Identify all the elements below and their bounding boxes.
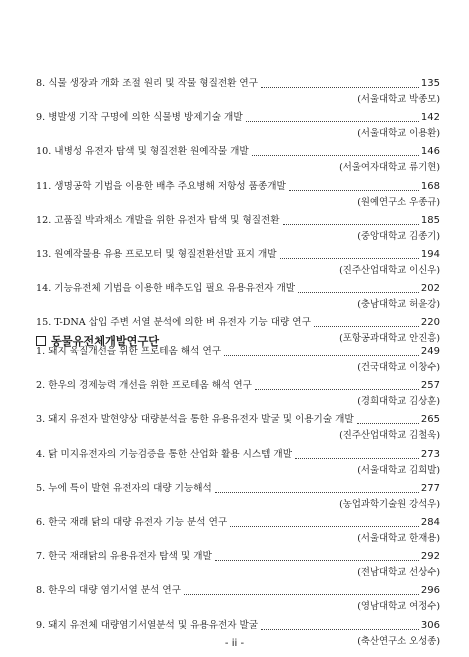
entry-page: 185	[420, 214, 440, 226]
entry-author: (서울대학교 한재용)	[357, 532, 440, 544]
entry-author: (중앙대학교 김종기)	[357, 230, 440, 242]
entry-title: 14. 기능유전체 기법을 이용한 배추도입 필요 유용유전자 개발	[36, 283, 296, 295]
entry-author: (원예연구소 우종규)	[357, 196, 440, 208]
entry-title: 10. 내병성 유전자 탐색 및 형질전환 원예작물 개발	[36, 146, 249, 158]
entry-title: 11. 생명공학 기법을 이용한 배추 주요병해 저항성 품종개발	[36, 180, 286, 192]
entry-page: 277	[420, 482, 440, 494]
entry-title: 5. 누에 특이 발현 유전자의 대량 기능해석	[36, 482, 212, 494]
entry-page: 220	[420, 317, 440, 329]
entry-title: 8. 한우의 대량 염기서열 분석 연구	[36, 585, 181, 597]
entry-title: 3. 돼지 유전자 발현양상 대량분석을 통한 유용유전자 발굴 및 이용기술 개발	[36, 414, 354, 426]
entry-author: (서울대학교 김희발)	[357, 464, 440, 476]
entry-author: (축산연구소 오성종)	[357, 635, 440, 647]
entry-page: 194	[420, 248, 440, 260]
entry-page: 265	[420, 414, 440, 426]
leader-dots	[215, 560, 419, 561]
entry-page: 273	[420, 448, 440, 460]
leader-dots	[289, 190, 419, 191]
entry-title: 2. 한우의 경제능력 개선을 위한 프로테옴 해석 연구	[36, 380, 252, 392]
toc-entry[interactable]	[36, 550, 440, 584]
entry-page: 306	[420, 619, 440, 631]
entry-page: 296	[420, 585, 440, 597]
entry-page: 249	[420, 346, 440, 357]
entry-page: 292	[420, 551, 440, 563]
entry-author: (농업과학기술원 강석우)	[339, 498, 440, 510]
toc-entry[interactable]	[36, 482, 440, 516]
leader-dots	[314, 326, 419, 327]
entry-title: 9. 병발생 기작 구명에 의한 식물병 방제기술 개발	[36, 112, 243, 124]
entry-page: 257	[420, 380, 440, 392]
toc-entry[interactable]	[36, 345, 440, 379]
leader-dots	[280, 258, 419, 259]
toc-entry[interactable]	[36, 214, 440, 248]
leader-dots	[224, 355, 419, 356]
entry-author: (서울대학교 이용환)	[357, 128, 440, 140]
toc-entry[interactable]	[36, 516, 440, 550]
toc-entry[interactable]	[36, 180, 440, 214]
toc-entry[interactable]	[36, 448, 440, 482]
entry-author: (진주산업대학교 김철욱)	[339, 430, 440, 442]
entry-author: (서울여자대학교 류기현)	[339, 162, 440, 174]
entry-author: (포항공과대학교 안진흥)	[339, 333, 440, 345]
toc-entry[interactable]	[36, 111, 440, 145]
entry-page: 135	[420, 78, 440, 89]
leader-dots	[298, 292, 419, 293]
entry-page: 202	[420, 283, 440, 295]
entry-title: 8. 식물 생장과 개화 조절 원리 및 작물 형질전환 연구	[36, 78, 258, 89]
entry-author: (영남대학교 여정수)	[357, 601, 440, 613]
toc-entry[interactable]	[36, 379, 440, 413]
leader-dots	[246, 121, 419, 122]
leader-dots	[295, 458, 419, 459]
entry-page: 146	[420, 146, 440, 158]
entry-page: 168	[420, 180, 440, 192]
page-number: - ii -	[224, 638, 245, 649]
toc-entry[interactable]	[36, 77, 440, 111]
leader-dots	[261, 87, 419, 88]
entry-title: 1. 돼지 육질개선을 위한 프로테옴 해석 연구	[36, 346, 221, 357]
entry-author: (경희대학교 김상훈)	[357, 396, 440, 408]
entry-page: 142	[420, 112, 440, 124]
entry-page: 284	[420, 516, 440, 528]
toc-entry[interactable]	[36, 413, 440, 447]
leader-dots	[230, 526, 419, 527]
toc-entry[interactable]	[36, 282, 440, 316]
entry-author: (전남대학교 선상수)	[357, 567, 440, 579]
entry-title: 12. 고품질 박과채소 개발을 위한 유전자 탐색 및 형질전환	[36, 214, 280, 226]
entry-title: 6. 한국 재래 닭의 대량 유전자 기능 분석 연구	[36, 516, 228, 528]
toc-entry[interactable]	[36, 584, 440, 618]
entry-author: (건국대학교 이창수)	[357, 362, 440, 373]
leader-dots	[255, 389, 419, 390]
toc-list-animal	[36, 345, 440, 653]
leader-dots	[215, 492, 419, 493]
entry-author: (충남대학교 허윤강)	[357, 299, 440, 311]
leader-dots	[261, 629, 419, 630]
entry-author: (서울대학교 박종모)	[357, 94, 440, 105]
leader-dots	[184, 594, 419, 595]
entry-title: 7. 한국 재래닭의 유용유전자 탐색 및 개발	[36, 551, 212, 563]
leader-dots	[252, 155, 419, 156]
entry-title: 13. 원예작물용 유용 프로모터 및 형질전환선발 표지 개발	[36, 248, 277, 260]
toc-entry[interactable]	[36, 248, 440, 282]
section-title: 동물유전체개발연구단	[51, 334, 160, 348]
toc-list-plant	[36, 77, 440, 351]
leader-dots	[357, 423, 419, 424]
entry-title: 4. 닭 미지유전자의 기능검증을 통한 산업화 활용 시스템 개발	[36, 448, 292, 460]
entry-title: 15. T-DNA 삽입 주변 서열 분석에 의한 벼 유전자 기능 대량 연구	[36, 317, 311, 329]
entry-title: 9. 돼지 유전체 대량염기서열분석 및 유용유전자 발굴	[36, 619, 259, 631]
leader-dots	[283, 224, 419, 225]
toc-entry[interactable]	[36, 145, 440, 179]
entry-author: (진주산업대학교 이신우)	[339, 264, 440, 276]
